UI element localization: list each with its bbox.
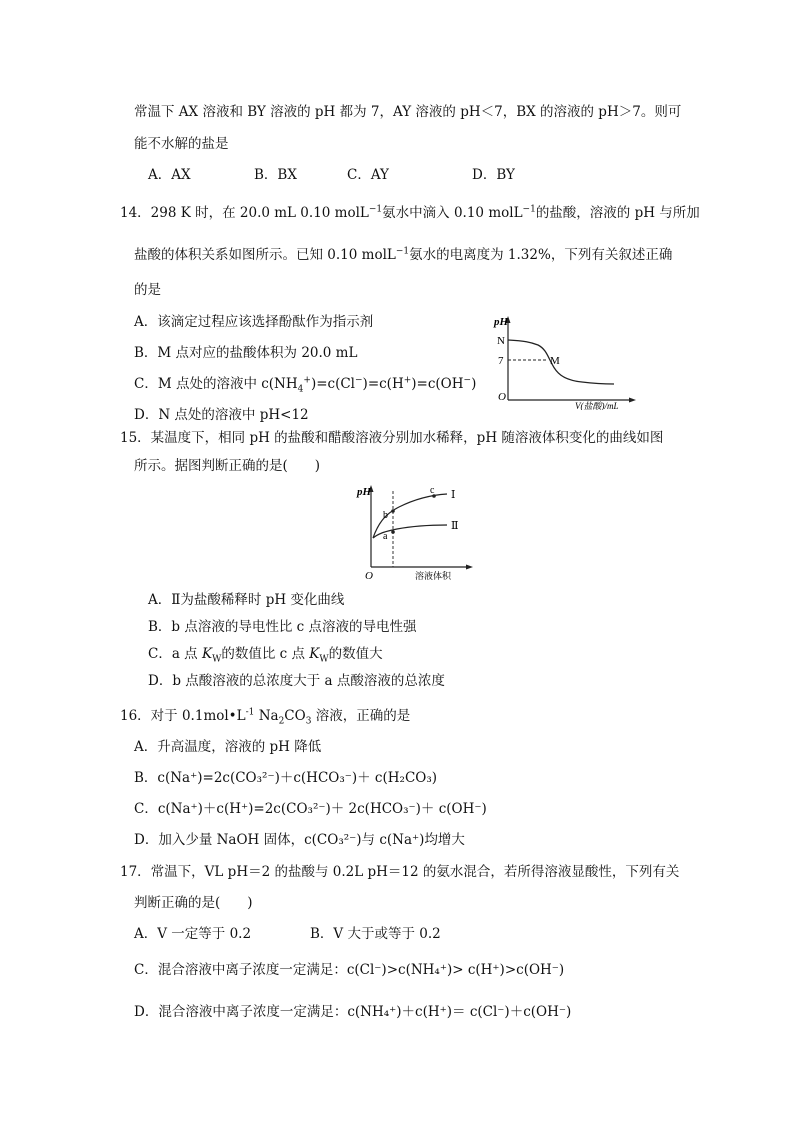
q15-graph-curve-2: Ⅱ [451,520,459,532]
q14-graph-point-n: N [497,335,505,347]
q16-stem: 16．对于 $0.1mol•L^{-1}$ $Na_2CO_3$ 溶液，正确的是 [120,707,411,727]
q13-option-d: D．BY [472,167,515,183]
q13-option-c: C．AY [347,167,389,183]
q15-graph-origin: O [365,570,373,582]
q17-option-d: D．混合溶液中离子浓度一定满足：c(NH₄⁺)＋c(H⁺)＝ c(Cl⁻)＋c(OH⁻) [134,1004,572,1020]
q14-graph-x-label: V(盐酸)/mL [575,401,619,410]
q17-stem-line2: 判断正确的是( ) [134,895,253,911]
q15-option-b: B．b 点溶液的导电性比 c 点溶液的导电性强 [148,619,417,635]
q14-option-d: D．N 点处的溶液中 pH<12 [134,407,309,423]
q14-titration-graph [490,312,640,410]
q14-graph-origin: O [498,391,506,403]
q15-option-c: C．a 点 $K_W$的数值比 c 点 $K_W$的数值大 [148,646,383,665]
q15-stem-line2: 所示。据图判断正确的是( ) [134,458,321,474]
q15-dilution-graph [355,481,475,585]
q14-stem-line1: 14．298 K 时，在 20.0 mL 0.10 molL$^{-1}$氨水中滴入 0.10 molL$^{-1}$的盐酸，溶液的 pH 与所加 [120,204,700,221]
q16-option-c: C．c(Na⁺)＋c(H⁺)=2c(CO₃²⁻)＋ 2c(HCO₃⁻)＋ c(OH⁻) [134,801,487,817]
q15-graph-curve-1: Ⅰ [451,489,456,501]
q14-option-a: A．该滴定过程应该选择酚酞作为指示剂 [134,314,374,330]
q14-option-b: B．M 点对应的盐酸体积为 20.0 mL [134,345,358,361]
q14-stem-line2: 盐酸的体积关系如图所示。已知 0.10 molL$^{-1}$氨水的电离度为 1.32%，下列有关叙述正确 [134,246,673,263]
q15-graph-point-a: a [383,531,388,542]
q17-option-a: A．V 一定等于 0.2 [134,926,252,942]
q14-graph-tick-7: 7 [498,355,504,367]
q14-option-c: C．M 点处的溶液中 $c(NH_4^+)=c(Cl^-)=c(H^+)=c(OH^-)$ [134,375,477,395]
q14-stem-line3: 的是 [134,282,161,298]
q15-stem-line1: 15．某温度下，相同 pH 的盐酸和醋酸溶液分别加水稀释，pH 随溶液体积变化的曲线如图 [120,430,664,446]
q15-graph-point-b: b [383,510,388,521]
q17-stem-line1: 17．常温下，VL pH＝2 的盐酸与 0.2L pH＝12 的氨水混合，若所得溶液显酸性，下列有关 [120,864,680,880]
q13-line1: 常温下 AX 溶液和 BY 溶液的 pH 都为 7，AY 溶液的 pH＜7，BX 的溶液的 pH＞7。则可 [134,104,682,120]
q14-graph-point-m: M [550,355,560,367]
q16-option-b: B．c(Na⁺)=2c(CO₃²⁻)＋c(HCO₃⁻)＋ c(H₂CO₃) [134,770,438,786]
q15-graph-x-label: 溶液体积 [415,571,452,581]
q13-option-b: B．BX [254,167,297,183]
q17-option-c: C．混合溶液中离子浓度一定满足：c(Cl⁻)>c(NH₄⁺)> c(H⁺)>c(OH⁻) [134,962,565,978]
q13-line2: 能不水解的盐是 [134,136,229,152]
q15-graph-point-c: c [430,485,435,496]
q15-graph-y-label: pH [357,486,372,498]
q15-option-d: D．b 点酸溶液的总浓度大于 a 点酸溶液的总浓度 [148,673,445,689]
q17-option-b: B．V 大于或等于 0.2 [310,926,441,942]
q15-option-a: A．Ⅱ为盐酸稀释时 pH 变化曲线 [148,592,345,608]
q16-option-a: A．升高温度，溶液的 pH 降低 [134,739,322,755]
q13-option-a: A．AX [148,167,191,183]
q16-option-d: D．加入少量 NaOH 固体，c(CO₃²⁻)与 c(Na⁺)均增大 [134,832,465,848]
q14-graph-y-label: pH [494,316,509,328]
